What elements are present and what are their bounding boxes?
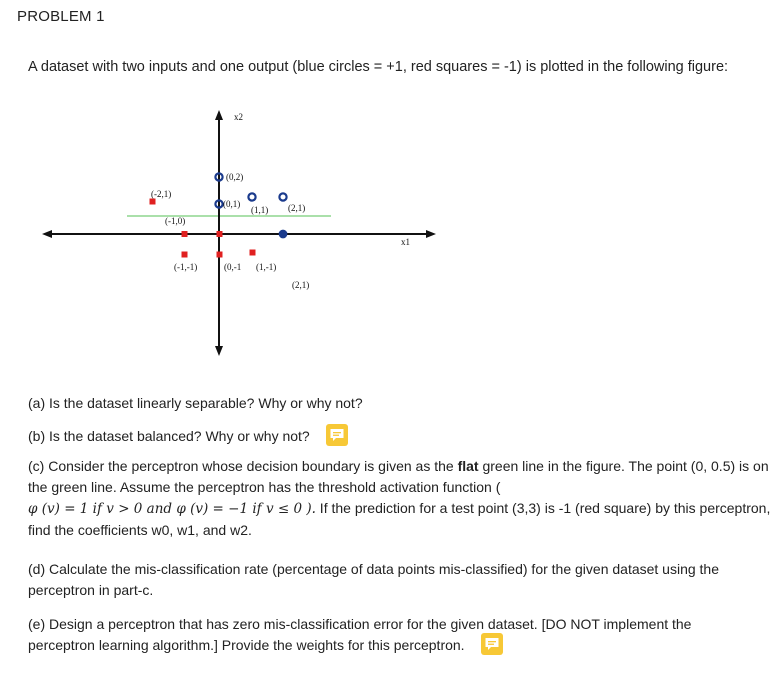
label-0-m1: (0,-1 [224,262,242,272]
comment-icon[interactable] [326,424,348,446]
x-axis-label: x1 [401,237,410,247]
label-m1-m1: (-1,-1) [174,262,198,272]
point-circle-2-0 [279,230,286,237]
label-2-1-lower: (2,1) [292,280,310,290]
question-c-part2: green line in the figure. The point (0, 0.5) is on the green line. Assume the perceptron has the threshold activation function ( [28,458,769,495]
question-c-formula: φ (v) = 1 if v > 0 and φ (v) = −1 if v ≤ 0 ). [28,501,316,517]
question-e-text: (e) Design a perceptron that has zero mis-classification error for the given dataset. [DO NOT implement the perceptron learning algorithm.] Provide the weights for this perceptron. [28,616,692,653]
question-c-part3: If the prediction for a test point (3,3) is -1 (red square) by this perceptron, find the coefficients w0, w1, and w2. [28,500,771,538]
problem-heading: PROBLEM 1 [17,8,105,25]
question-e [28,614,758,657]
label-0-1: (0,1) [223,199,241,209]
question-a: (a) Is the dataset linearly separable? Why or why not? [28,395,363,411]
label-m1-0: (-1,0) [165,216,186,226]
question-c-part1: (c) Consider the perceptron whose decision boundary is given as the [28,458,458,474]
y-axis-label: x2 [234,112,243,122]
question-b [28,426,768,448]
point-circle-1-1 [248,193,255,200]
question-c [28,456,773,541]
dataset-figure [0,100,775,365]
label-0-2: (0,2) [226,172,244,182]
question-b-text: (b) Is the dataset balanced? Why or why not? [28,428,310,444]
question-d: (d) Calculate the mis-classification rate (percentage of data points mis-classified) for the given dataset using the perceptron in part-c. [28,561,720,598]
point-square-0-m1 [217,252,223,258]
point-square-1-m1 [250,250,256,256]
label-m2-1: (-2,1) [151,189,172,199]
label-1-m1: (1,-1) [256,262,277,272]
intro-text: A dataset with two inputs and one output (blue circles = +1, red squares = -1) is plotted in the following figure: [28,59,729,75]
point-square-m2-1 [150,199,156,205]
y-axis-arrow-down [215,346,223,356]
point-square-m1-m1 [182,252,188,258]
point-square-0-0 [217,231,223,237]
x-axis-arrow-right [426,230,436,238]
y-axis-arrow-up [215,110,223,120]
question-c-bold: flat [457,458,479,474]
label-1-1: (1,1) [251,205,269,215]
label-2-1: (2,1) [288,203,306,213]
x-axis-arrow-left [42,230,52,238]
point-circle-2-1 [279,193,286,200]
comment-icon[interactable] [481,633,503,655]
point-square-m1-0 [182,231,188,237]
